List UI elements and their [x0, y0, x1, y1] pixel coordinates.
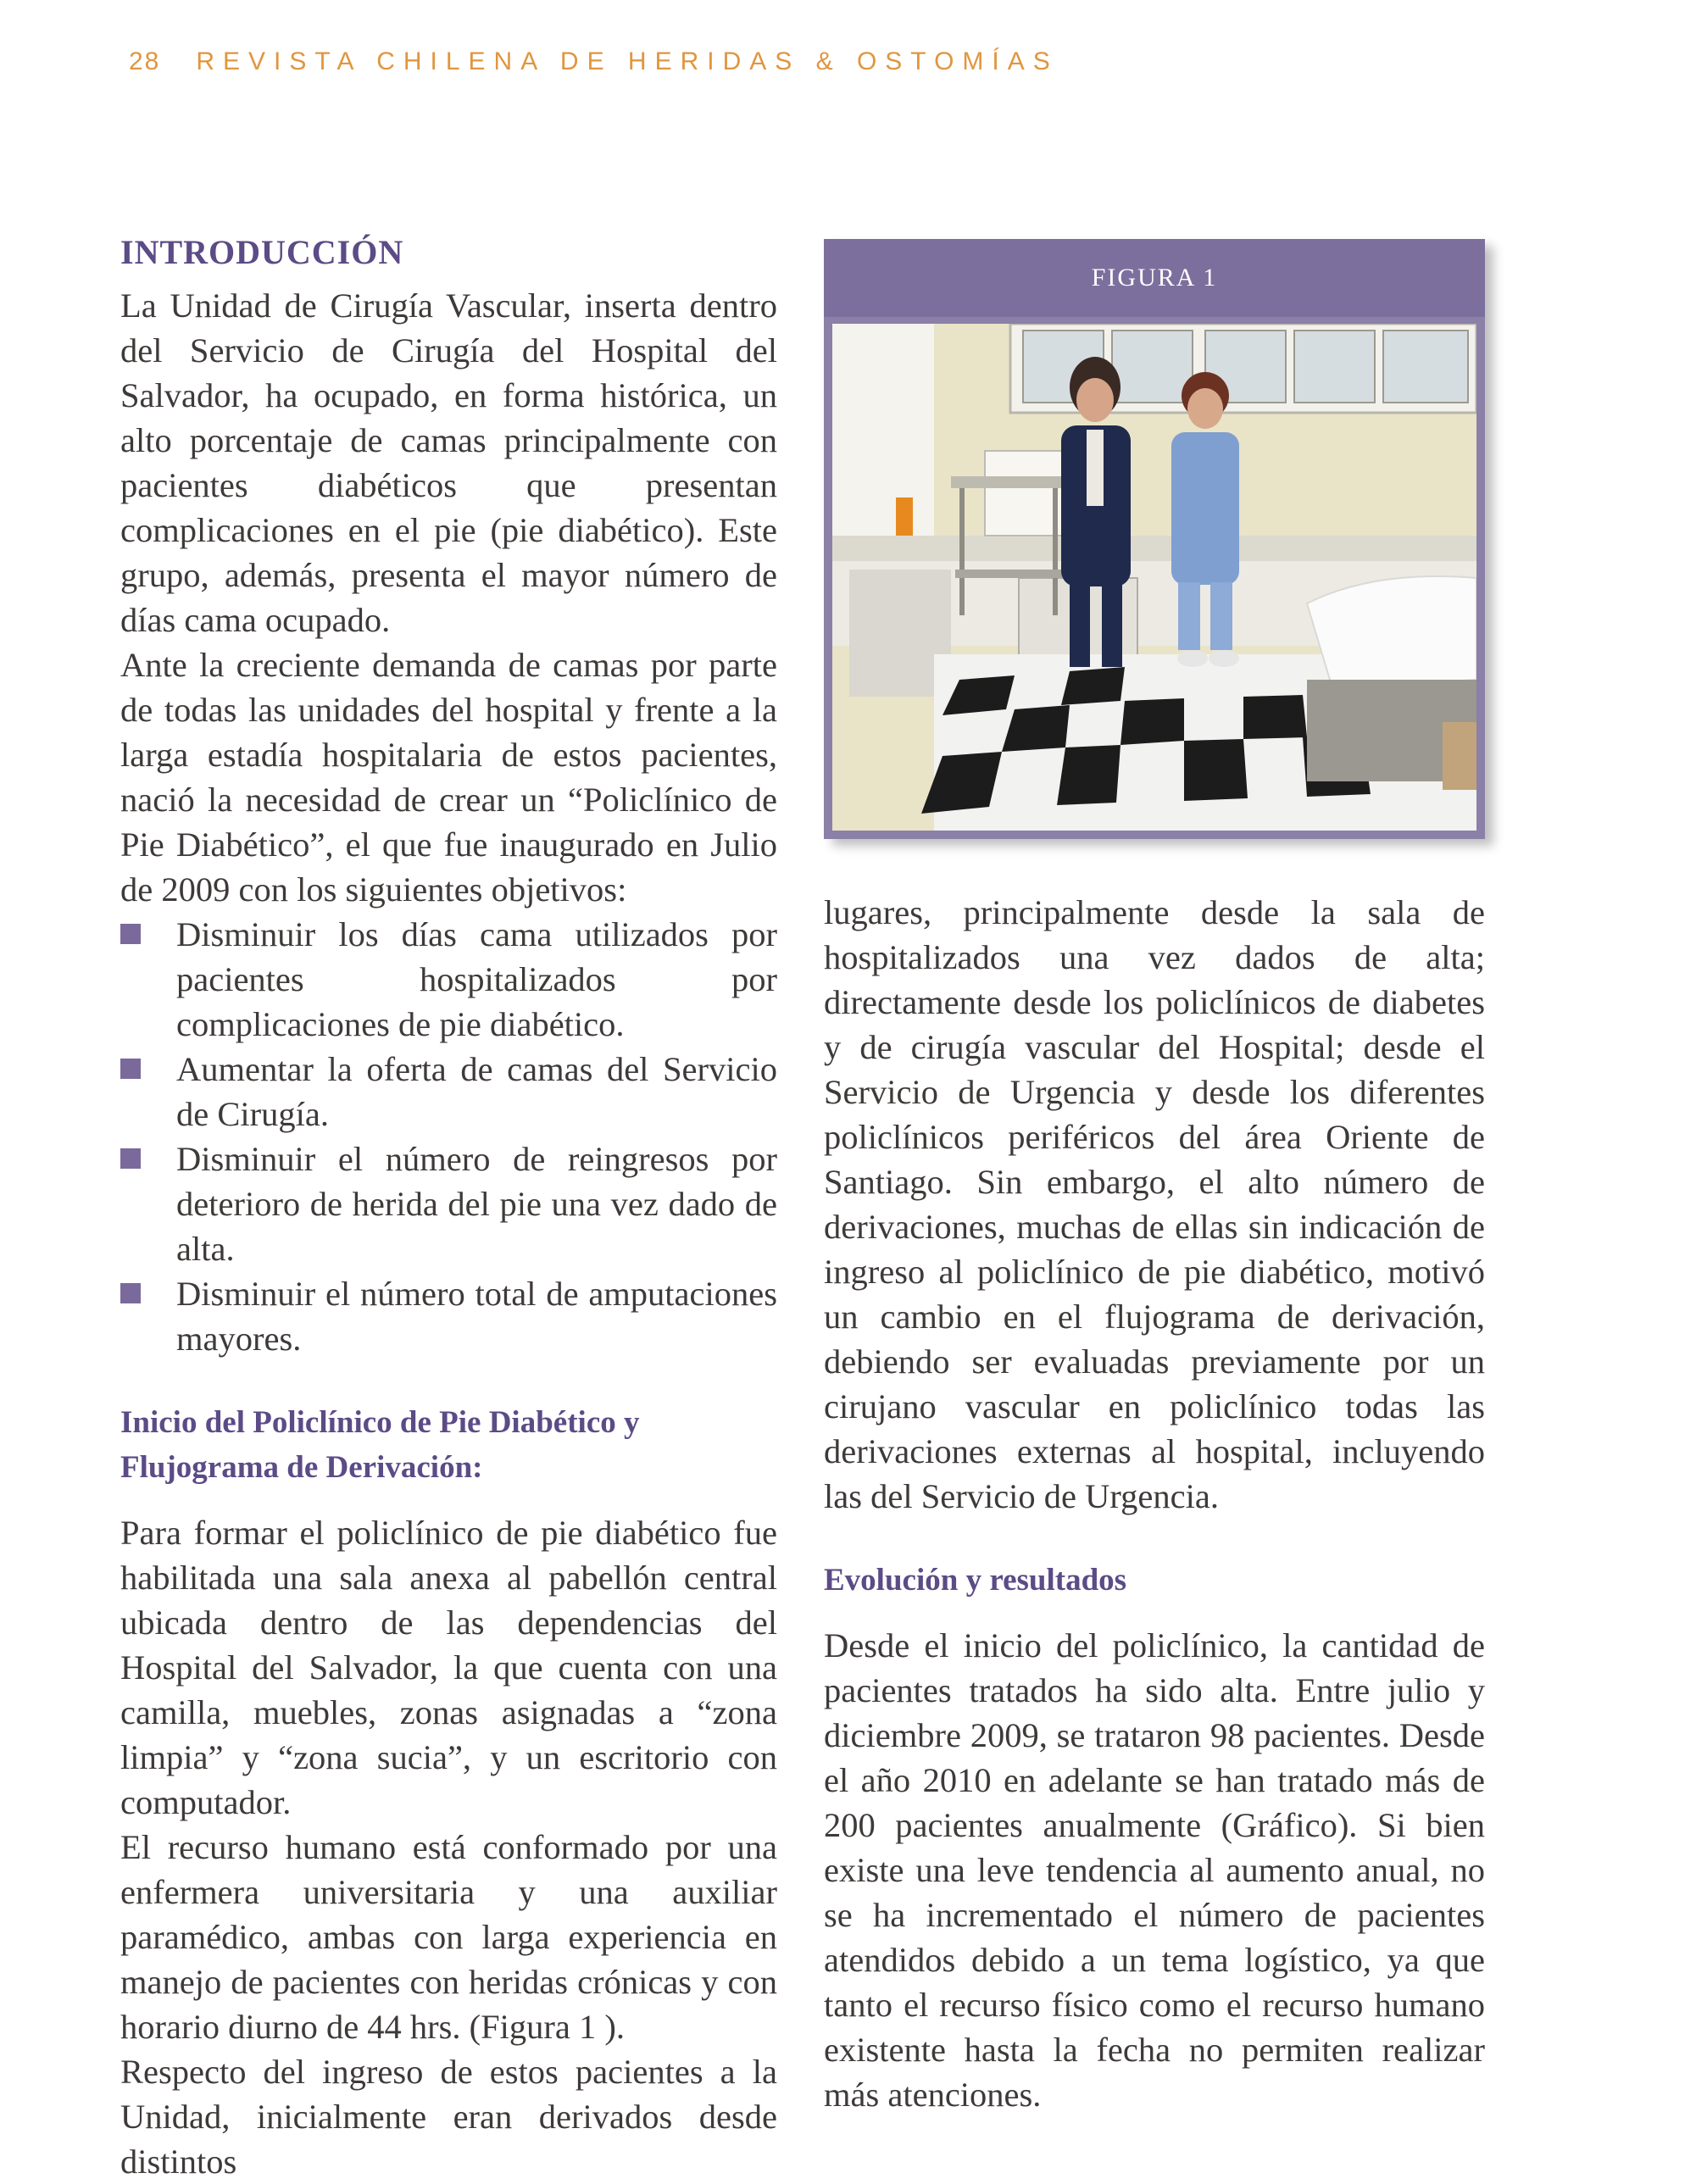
spacer — [824, 1519, 1485, 1558]
list-item-text: Aumentar la oferta de camas del Servicio de Cirugía. — [176, 1050, 777, 1133]
running-head — [129, 41, 1059, 83]
objectives-list — [120, 912, 777, 1361]
intro-paragraph-2: Ante la creciente demanda de camas por parte de todas las unidades del hospital y frente a la larga estadía hospitalaria de estos pacientes, nació la necesidad de crear un “Policlínico de Pie Diabético”, el que fue inaugurado en Julio de 2009 con los siguientes objetivos: — [120, 646, 777, 909]
figure-caption: FIGURA 1 — [824, 239, 1485, 317]
inicio-paragraph-3: Respecto del ingreso de estos pacientes a la Unidad, inicialmente eran derivados desde distintos — [120, 2053, 777, 2181]
inicio-paragraph-1: Para formar el policlínico de pie diabético fue habilitada una sala anexa al pabellón central ubicada dentro de las dependencias del Hospital del Salvador, la que cuenta con una camilla, muebles, zonas asignadas a “zona limpia” y “zona sucia”, y un escritorio con computador. — [120, 1514, 777, 1821]
spacer — [120, 1490, 777, 1510]
list-item — [120, 912, 777, 1047]
photo-icon — [832, 324, 1476, 831]
spacer — [824, 1603, 1485, 1623]
inicio-paragraph-2: El recurso humano está conformado por una enfermera universitaria y una auxiliar paramédico, ambas con larga experiencia en manejo de pacientes con heridas crónicas y con horario diurno de 44 hrs. (Figura 1 ). — [120, 1828, 777, 2046]
list-item — [120, 1047, 777, 1136]
list-item-text: Disminuir el número de reingresos por deterioro de herida del pie una vez dado de alta. — [176, 1140, 777, 1268]
list-item-text: Disminuir los días cama utilizados por pacientes hospitalizados por complicaciones de pie diabético. — [176, 915, 777, 1043]
left-column — [120, 229, 777, 2184]
inicio-heading-line2: Flujograma de Derivación: — [120, 1450, 483, 1485]
right-column — [824, 890, 1485, 2117]
evolucion-heading: Evolución y resultados — [824, 1563, 1127, 1598]
bullet-square-icon — [120, 1283, 141, 1303]
list-item-text: Disminuir el número total de amputaciones mayores. — [176, 1275, 777, 1358]
evolucion-paragraph-1: Desde el inicio del policlínico, la cantidad de pacientes tratados ha sido alta. Entre julio y diciembre 2009, se trataron 98 pacientes. Desde el año 2010 en adelante se han tratado más de 200 pacientes anualmente (Gráfico). Si bien existe una leve tendencia al aumento anual, no se ha incrementado el número de pacientes atendidos debido a un tema logístico, ya que tanto el recurso físico como el recurso humano existente hasta la fecha no permiten realizar más atenciones. — [824, 1626, 1485, 2114]
figure-1 — [824, 239, 1485, 839]
bullet-square-icon — [120, 1148, 141, 1169]
list-item — [120, 1271, 777, 1361]
spacer — [120, 1361, 777, 1400]
clinic-room-photo — [832, 324, 1476, 831]
list-item — [120, 1136, 777, 1271]
bullet-square-icon — [120, 1059, 141, 1079]
intro-paragraph-1: La Unidad de Cirugía Vascular, inserta dentro del Servicio de Cirugía del Hospital del Salvador, ha ocupado, en forma histórica, un alto porcentaje de camas principalmente con pacientes diabéticos que presentan complicaciones en el pie (pie diabético). Este grupo, además, presenta el mayor número de días cama ocupado. — [120, 286, 777, 639]
journal-title: REVISTA CHILENA DE HERIDAS & OSTOMÍAS — [196, 47, 1059, 75]
inicio-heading-line1: Inicio del Policlínico de Pie Diabético y — [120, 1405, 640, 1440]
intro-heading: INTRODUCCIÓN — [120, 233, 404, 271]
inicio-paragraph-3-continued: lugares, principalmente desde la sala de hospitalizados una vez dados de alta; directamente desde los policlínicos de diabetes y de cirugía vascular del Hospital; desde el Servicio de Urgencia y desde los diferentes policlínicos periféricos del área Oriente de Santiago. Sin embargo, el alto número de derivaciones, muchas de ellas sin indicación de ingreso al policlínico de pie diabético, motivó un cambio en el flujograma de derivación, debiendo ser evaluadas previamente por un cirujano vascular en policlínico todas las derivaciones externas al hospital, incluyendo las del Servicio de Urgencia. — [824, 893, 1485, 1515]
bullet-square-icon — [120, 924, 141, 944]
page-number: 28 — [129, 47, 161, 75]
inicio-heading — [120, 1400, 777, 1490]
